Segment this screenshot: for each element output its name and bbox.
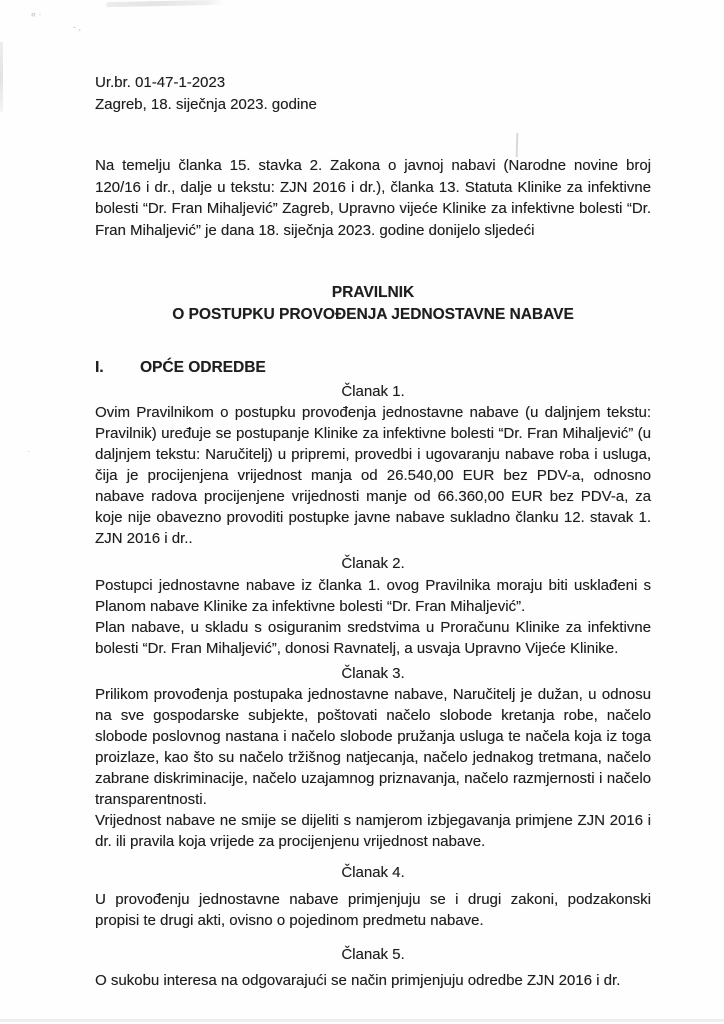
article-3-body <box>95 684 651 852</box>
document-title-line-2: O POSTUPKU PROVOĐENJA JEDNOSTAVNE NABAVE <box>172 306 574 323</box>
document-meta <box>95 72 651 115</box>
article-2-heading: Članak 2. <box>341 555 405 572</box>
section-heading-opce-odredbe <box>95 357 651 379</box>
article-3-paragraph-2: Vrijednost nabave ne smije se dijeliti s namjerom izbjegavanja primjene ZJN 2016 i dr. ili pravila koja vrijede za procijenjenu vrijednost nabave. <box>95 812 651 850</box>
article-4-heading: Članak 4. <box>341 864 405 881</box>
scan-speck-1: « · <box>31 9 42 19</box>
document-title <box>95 282 651 326</box>
article-4-paragraph-1: U provođenju jednostavne nabave primjenjuju se i drugi zakoni, podzakonski propisi te drugi akti, ovisno o pojedinom predmetu nabave. <box>95 890 651 929</box>
reference-number: Ur.br. 01-47-1-2023 <box>95 74 226 91</box>
article-2-paragraph-1: Postupci jednostavne nabave iz članka 1. ovog Pravilnika moraju biti usklađeni s Planom nabave Klinike za infektivne bolesti “Dr. Fran Mihaljević”. <box>95 576 651 615</box>
article-2-body <box>95 575 651 659</box>
section-numeral: I. <box>95 359 104 376</box>
section-label: OPĆE ODREDBE <box>140 359 266 376</box>
article-5-body <box>95 970 651 991</box>
article-4-body <box>95 889 651 931</box>
article-2 <box>95 553 651 659</box>
article-4 <box>95 862 651 931</box>
article-1-heading: Članak 1. <box>341 382 405 400</box>
article-5 <box>95 944 651 992</box>
scan-speck-3: · <box>27 446 31 457</box>
scan-speck-2: - , <box>73 22 81 32</box>
article-5-paragraph-1: O sukobu interesa na odgovarajući se način primjenjuju odredbe ZJN 2016 i dr. <box>95 972 621 989</box>
article-1-body <box>95 402 651 549</box>
document-content <box>95 0 651 991</box>
scan-shadow-bottom <box>0 1019 724 1022</box>
article-1 <box>95 381 651 550</box>
document-title-line-1: PRAVILNIK <box>331 284 415 301</box>
scan-streak-left-edge <box>0 42 3 112</box>
article-3-paragraph-1: Prilikom provođenja postupaka jednostavne nabave, Naručitelj je dužan, u odnosu na sve gospodarske subjekte, poštovati načelo slobode kretanja robe, načelo slobode poslovnog nastana i načelo slobode pružanja usluga te načela koja iz toga proizlaze, kao što su načelo tržišnog natjecanja, načelo jednakog tretmana, načelo zabrane diskriminacije, načelo uzajamnog priznavanja, načelo razmjernosti i načelo transparentnosti. <box>95 686 651 808</box>
article-1-paragraph-1: Ovim Pravilnikom o postupku provođenja jednostavne nabave (u daljnjem tekstu: Pravilnik) uređuje se postupanje Klinike za infektivne bolesti “Dr. Fran Mihaljević” (u daljnjem tekstu: Naručitelj) u pripremi, provedbi i ugovaranju nabave roba i usluga, čija je procijenjena vrijednost manja od 26.540,00 EUR bez PDV-a, odnosno nabave radova procijenjene vrijednosti manje od 66.360,00 EUR bez PDV-a, za koje nije obavezno provoditi postupke javne nabave sukladno članku 12. stavak 1. ZJN 2016 i dr.. <box>95 404 651 547</box>
article-5-heading: Članak 5. <box>341 945 405 963</box>
preamble-paragraph: Na temelju članka 15. stavka 2. Zakona o javnoj nabavi (Narodne novine broj 120/16 i dr., dalje u tekstu: ZJN 2016 i dr.), članka 13. Statuta Klinike za infektivne bolesti “Dr. Fran Mihaljević” Zagreb, Upravno vijeće Klinike za infektivne bolesti “Dr. Fran Mihaljević” je dana 18. siječnja 2023. godine donijelo sljedeći <box>95 157 651 239</box>
article-2-paragraph-2: Plan nabave, u skladu s osiguranim sredstvima u Proračunu Klinike za infektivne bolesti “Dr. Fran Mihaljević”, donosi Ravnatelj, a usvaja Upravno Vijeće Klinike. <box>95 618 651 657</box>
article-3-heading: Članak 3. <box>341 664 405 682</box>
place-and-date: Zagreb, 18. siječnja 2023. godine <box>95 95 317 113</box>
article-3 <box>95 663 651 853</box>
